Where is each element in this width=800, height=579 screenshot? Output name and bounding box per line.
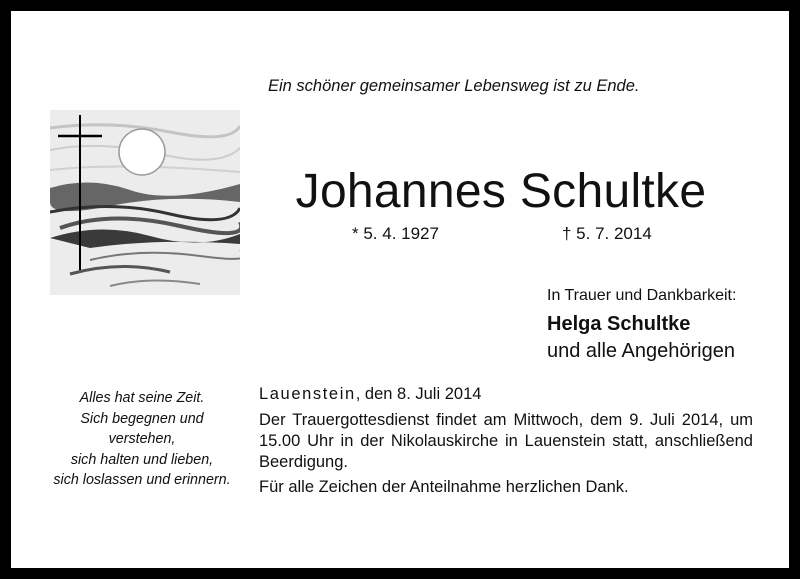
poem-line: verstehen, — [108, 431, 176, 447]
death-date: † 5. 7. 2014 — [562, 224, 652, 243]
relatives-text: und alle Angehörigen — [547, 340, 735, 362]
thanks-text: Für alle Zeichen der Anteilnahme herzlichen Dank. — [259, 478, 629, 496]
mourner-name: Helga Schultke — [547, 313, 691, 335]
poem-line: sich halten und lieben, — [70, 451, 214, 468]
place-date — [259, 385, 481, 404]
notice-date: , den 8. Juli 2014 — [355, 385, 482, 403]
poem-line: Alles hat seine Zeit. — [79, 390, 205, 406]
motto-text: Ein schöner gemeinsamer Lebensweg ist zu Ende. — [268, 77, 640, 95]
birth-date: * 5. 4. 1927 — [352, 224, 439, 243]
deceased-name: Johannes Schultke — [295, 165, 707, 218]
mourning-label: In Trauer und Dankbarkeit: — [547, 287, 737, 304]
service-info: Der Trauergottesdienst findet am Mittwoch, dem 9. Juli 2014, um 15.00 Uhr in der Nikolauskirche in Lauenstein statt, anschließend Beerdigung. — [259, 411, 753, 471]
poem — [44, 388, 240, 491]
place-name: Lauenstein — [259, 385, 356, 403]
poem-line: Sich begegnen und — [80, 410, 204, 427]
poem-line: sich loslassen und erinnern. — [53, 472, 231, 488]
